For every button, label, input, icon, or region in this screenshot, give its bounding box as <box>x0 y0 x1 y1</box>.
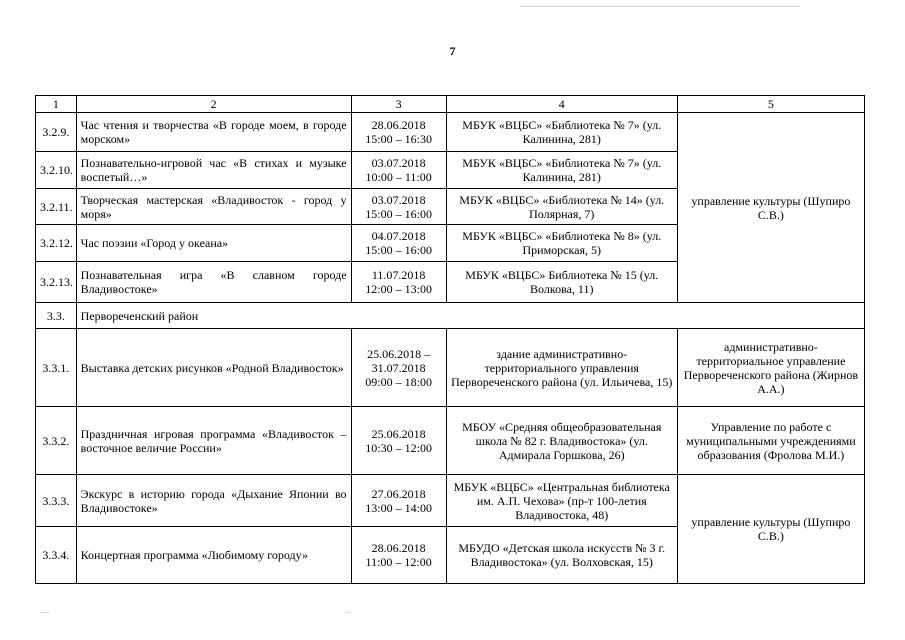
event-datetime <box>351 225 446 262</box>
event-time: 10:30 – 12:00 <box>365 440 432 455</box>
event-date: 27.06.2018 <box>371 486 426 501</box>
scan-artifact-line <box>520 6 800 7</box>
event-datetime <box>351 527 446 584</box>
event-title: Выставка детских рисунков «Родной Владивосток» <box>76 329 351 407</box>
event-date: 04.07.2018 <box>371 229 426 243</box>
row-number: 3.3.3. <box>36 475 77 527</box>
table-row <box>36 407 865 475</box>
event-title: Праздничная игровая программа «Владивосток – восточное величие России» <box>76 407 351 475</box>
event-datetime <box>351 152 446 189</box>
event-title: Час поэзии «Город у океана» <box>76 225 351 262</box>
event-venue: МБУК «ВЦБС» «Библиотека № 14» (ул. Полярная, 7) <box>446 189 677 225</box>
column-header: 1 <box>36 96 77 113</box>
event-time: 15:00 – 16:00 <box>365 206 432 221</box>
table-row <box>36 475 865 527</box>
event-venue: МБУК «ВЦБС» Библиотека № 15 (ул. Волкова, 11) <box>446 262 677 303</box>
row-number: 3.2.11. <box>36 189 77 225</box>
column-header: 5 <box>677 96 864 113</box>
scan-artifact-dash <box>345 612 351 613</box>
row-number: 3.3.1. <box>36 329 77 407</box>
event-venue: МБУК «ВЦБС» «Библиотека № 7» (ул. Калинина, 281) <box>446 113 677 152</box>
column-header: 4 <box>446 96 677 113</box>
row-number: 3.3.4. <box>36 527 77 584</box>
responsible-party: административно-территориальное управление Первореченского района (Жирнов А.А.) <box>677 329 864 407</box>
event-datetime <box>351 189 446 225</box>
event-datetime <box>351 329 446 407</box>
event-time: 13:00 – 14:00 <box>365 500 432 515</box>
event-date: 28.06.2018 <box>371 541 426 555</box>
column-header: 2 <box>76 96 351 113</box>
event-title: Час чтения и творчества «В городе моем, в городе морском» <box>76 113 351 152</box>
event-title: Концертная программа «Любимому городу» <box>76 527 351 584</box>
event-venue: здание административно-территориального управления Первореченского района (ул. Ильичева, 15) <box>446 329 677 407</box>
event-title: Творческая мастерская «Владивосток - город у моря» <box>76 189 351 225</box>
event-date: 25.06.2018 – 31.07.2018 <box>367 346 431 375</box>
responsible-party: управление культуры (Шупиро С.В.) <box>677 475 864 584</box>
event-plan-table <box>35 95 865 584</box>
event-date: 03.07.2018 <box>371 192 426 207</box>
column-header: 3 <box>351 96 446 113</box>
section-title: Первореченский район <box>76 303 864 329</box>
event-venue: МБУК «ВЦБС» «Библиотека № 8» (ул. Приморская, 5) <box>446 225 677 262</box>
table-row <box>36 113 865 152</box>
page-number: 7 <box>449 44 456 58</box>
event-date: 11.07.2018 <box>371 268 426 282</box>
event-datetime <box>351 113 446 152</box>
section-number: 3.3. <box>36 303 77 329</box>
event-title: Экскурс в историю города «Дыхание Японии во Владивостоке» <box>76 475 351 527</box>
event-venue: МБОУ «Средняя общеобразовательная школа № 82 г. Владивостока» (ул. Адмирала Горшкова, 26) <box>446 407 677 475</box>
event-venue: МБУК «ВЦБС» «Библиотека № 7» (ул. Калинина, 281) <box>446 152 677 189</box>
row-number: 3.3.2. <box>36 407 77 475</box>
event-time: 11:00 – 12:00 <box>365 555 432 569</box>
event-time: 15:00 – 16:30 <box>365 132 432 146</box>
event-title: Познавательная игра «В славном городе Владивостоке» <box>76 262 351 303</box>
event-datetime <box>351 475 446 527</box>
event-date: 03.07.2018 <box>371 156 426 170</box>
event-time: 12:00 – 13:00 <box>365 282 432 296</box>
event-datetime <box>351 407 446 475</box>
event-date: 25.06.2018 <box>371 426 426 441</box>
event-venue: МБУДО «Детская школа искусств № 3 г. Владивостока» (ул. Волховская, 15) <box>446 527 677 584</box>
responsible-party: управление культуры (Шупиро С.В.) <box>677 113 864 303</box>
event-venue: МБУК «ВЦБС» «Центральная библиотека им. А.П. Чехова» (пр-т 100-летия Владивостока, 48) <box>446 475 677 527</box>
event-time: 10:00 – 11:00 <box>365 170 432 184</box>
table-row <box>36 329 865 407</box>
scan-artifact-dash <box>40 612 50 613</box>
event-title: Познавательно-игровой час «В стихах и музыке воспетый…» <box>76 152 351 189</box>
row-number: 3.2.9. <box>36 113 77 152</box>
event-time: 15:00 – 16:00 <box>365 243 432 257</box>
section-row <box>36 303 865 329</box>
table-header-row <box>36 96 865 113</box>
event-time: 09:00 – 18:00 <box>365 374 432 389</box>
row-number: 3.2.13. <box>36 262 77 303</box>
event-datetime <box>351 262 446 303</box>
row-number: 3.2.10. <box>36 152 77 189</box>
row-number: 3.2.12. <box>36 225 77 262</box>
event-date: 28.06.2018 <box>371 118 426 132</box>
responsible-party: Управление по работе с муниципальными учреждениями образования (Фролова М.И.) <box>677 407 864 475</box>
